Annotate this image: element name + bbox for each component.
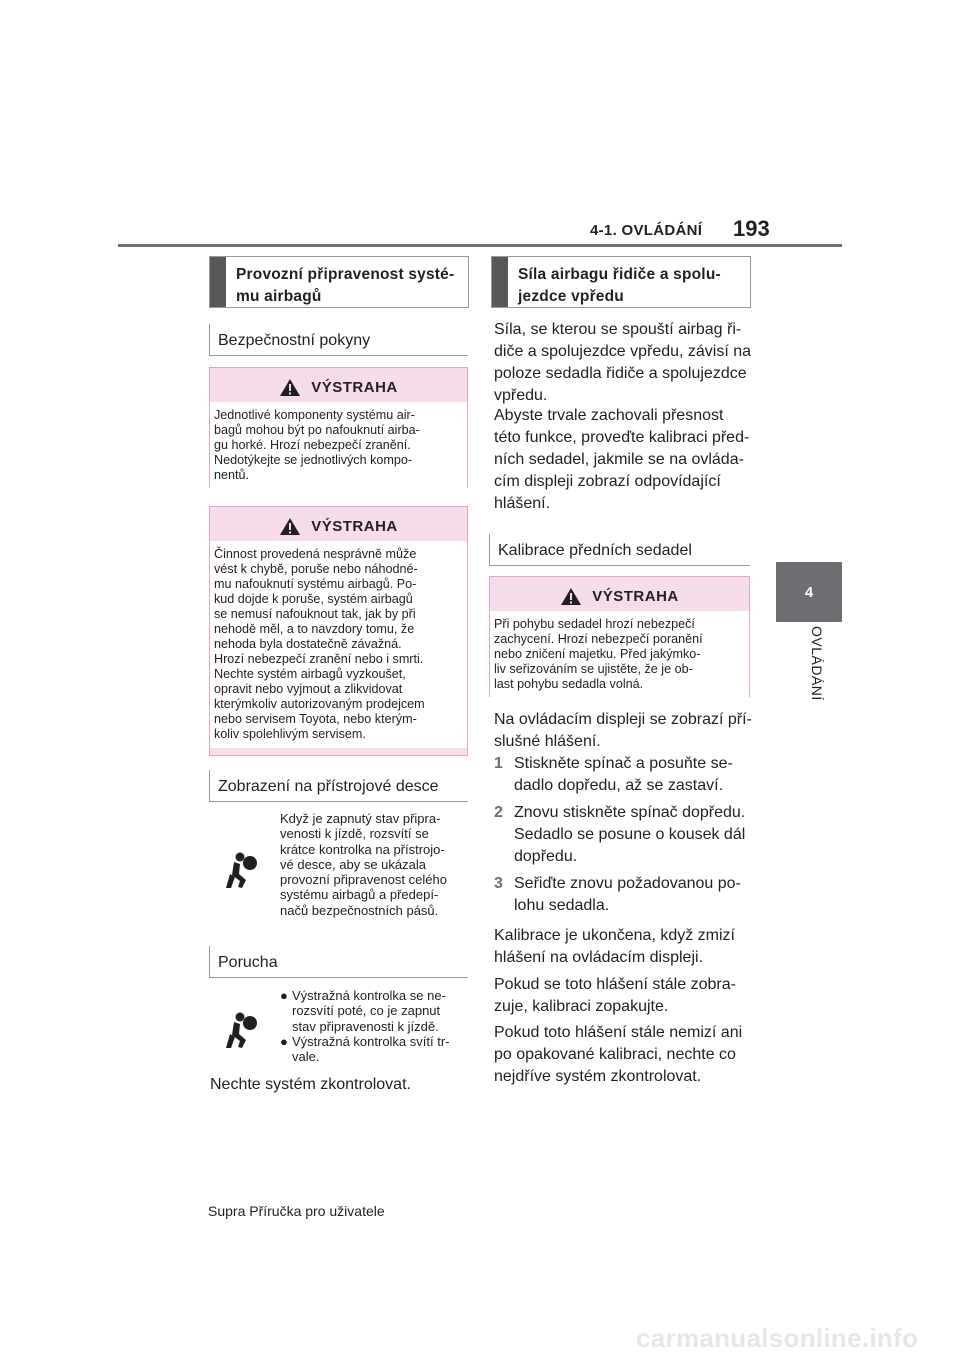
steps-list <box>494 753 756 917</box>
chapter-title: 4-1. OVLÁDÁNÍ <box>590 222 703 239</box>
warning-title: VÝSTRAHA <box>592 587 679 605</box>
warning-title: VÝSTRAHA <box>311 378 398 396</box>
fault-conclusion: Nechte systém zkontrolovat. <box>210 1076 411 1093</box>
step-number: 2 <box>494 804 503 821</box>
bullet-icon: ● <box>280 988 288 1003</box>
list-item <box>280 1034 470 1065</box>
warning-text: Činnost provedená nesprávně může vést k chybě, poruše nebo náhodné- mu nafouknutí systému airbagů. Po- kud dojde k poruše, systém airbagů se nemusí nafouknout tak, jak by při nehodě měl, a to navzdory tomu, že nehoda byla dostatečně závažná. Hrozí nebezpečí zranění nebo i smrti. Nechte systém airbagů vyzkoušet, opravit nebo vyjmout a zlikvidovat kterýmkoliv autorizovaným prodejcem nebo servisem Toyota, nebo kterým- koliv spolehlivým servisem. <box>210 541 467 748</box>
warning-triangle-icon <box>560 587 582 606</box>
warning-box-2 <box>209 506 468 756</box>
intro-paragraph-2: Abyste trvale zachovali přesnost této funkce, proveďte kalibraci před- ních sedadel, jakmile se na ovláda- cím displeji zobrazí odpovídající hlášení. <box>494 407 750 512</box>
warning-header <box>210 372 467 402</box>
watermark: carmanualsonline.info <box>636 1323 919 1353</box>
airbag-warning-icon <box>222 1012 258 1055</box>
intro-paragraph-1: Síla, se kterou se spouští airbag ři- diče a spolujezdce vpředu, závisí na poloze sedadla řidiče a spolujezdce vpředu. <box>494 321 752 404</box>
closing-paragraph-3: Pokud toto hlášení stále nemizí ani po opakované kalibraci, nechte co nejdříve systém zkontrolovat. <box>494 1024 743 1085</box>
side-tab-label: OVLÁDÁNÍ <box>809 626 825 701</box>
warning-header <box>490 581 749 611</box>
page-number: 193 <box>733 216 770 241</box>
airbag-indicator-icon <box>222 852 258 895</box>
fault-bullet-text: Výstražná kontrolka svítí tr- vale. <box>292 1033 450 1065</box>
section-title-airbag-readiness <box>209 256 469 308</box>
fault-heading: Porucha <box>209 946 468 978</box>
step-number: 3 <box>494 875 503 892</box>
safety-heading: Bezpečnostní pokyny <box>209 324 468 356</box>
section-title-text: Provozní připravenost systé- mu airbagů <box>236 266 455 305</box>
fault-bullet-list <box>280 988 470 1064</box>
step-number: 1 <box>494 755 503 772</box>
list-item <box>494 802 756 868</box>
warning-box-1 <box>209 367 468 488</box>
message-text: Na ovládacím displeji se zobrazí pří- slušné hlášení. <box>494 711 752 750</box>
step-text: Seřiďte znovu požadovanou po- lohu sedadla. <box>514 875 741 914</box>
step-text: Znovu stiskněte spínač dopředu. Sedadlo se posune o kousek dál dopředu. <box>514 804 746 865</box>
warning-text: Při pohybu sedadel hrozí nebezpečí zachycení. Hrozí nebezpečí poranění nebo zničení majetku. Před jakýmko- liv seřizováním se ujistěte, že je ob- last pohybu sedadla volná. <box>490 611 749 698</box>
warning-title: VÝSTRAHA <box>311 517 398 535</box>
display-heading: Zobrazení na přístrojové desce <box>209 770 468 802</box>
list-item <box>494 873 756 917</box>
warning-header <box>210 511 467 541</box>
display-text: Když je zapnutý stav připra- venosti k jízdě, rozsvítí se krátce kontrolka na přístrojo- vé desce, aby se ukázala provozní připravenost celého systému airbagů a předepí- načů bezpečnostních pásů. <box>280 811 447 918</box>
section-title-airbag-force <box>491 256 751 308</box>
list-item <box>280 988 470 1034</box>
footer-text: Supra Příručka pro uživatele <box>208 1203 385 1219</box>
side-tab-number: 4 <box>804 583 814 601</box>
section-title-bar <box>210 257 226 307</box>
warning-box-3 <box>489 576 750 697</box>
closing-paragraph-2: Pokud se toto hlášení stále zobra- zuje, kalibraci zopakujte. <box>494 976 736 1015</box>
section-title-bar <box>492 257 508 307</box>
header-rule <box>118 244 842 247</box>
calibration-heading: Kalibrace předních sedadel <box>489 534 750 566</box>
fault-bullet-text: Výstražná kontrolka se ne- rozsvítí poté, co je zapnut stav připravenosti k jízdě. <box>292 988 446 1034</box>
warning-triangle-icon <box>279 378 301 397</box>
list-item <box>494 753 756 797</box>
side-tab <box>776 562 842 622</box>
bullet-icon: ● <box>280 1033 288 1049</box>
section-title-text: Síla airbagu řidiče a spolu- jezdce vpředu <box>518 266 721 305</box>
step-text: Stiskněte spínač a posuňte se- dadlo dopředu, až se zastaví. <box>514 755 733 794</box>
closing-paragraph-1: Kalibrace je ukončena, když zmizí hlášení na ovládacím displeji. <box>494 927 735 966</box>
warning-triangle-icon <box>279 517 301 536</box>
warning-text: Jednotlivé komponenty systému air- bagů mohou být po nafouknutí airba- gu horké. Hrozí nebezpečí zranění. Nedotýkejte se jednotlivých kompo- nentů. <box>210 402 467 489</box>
